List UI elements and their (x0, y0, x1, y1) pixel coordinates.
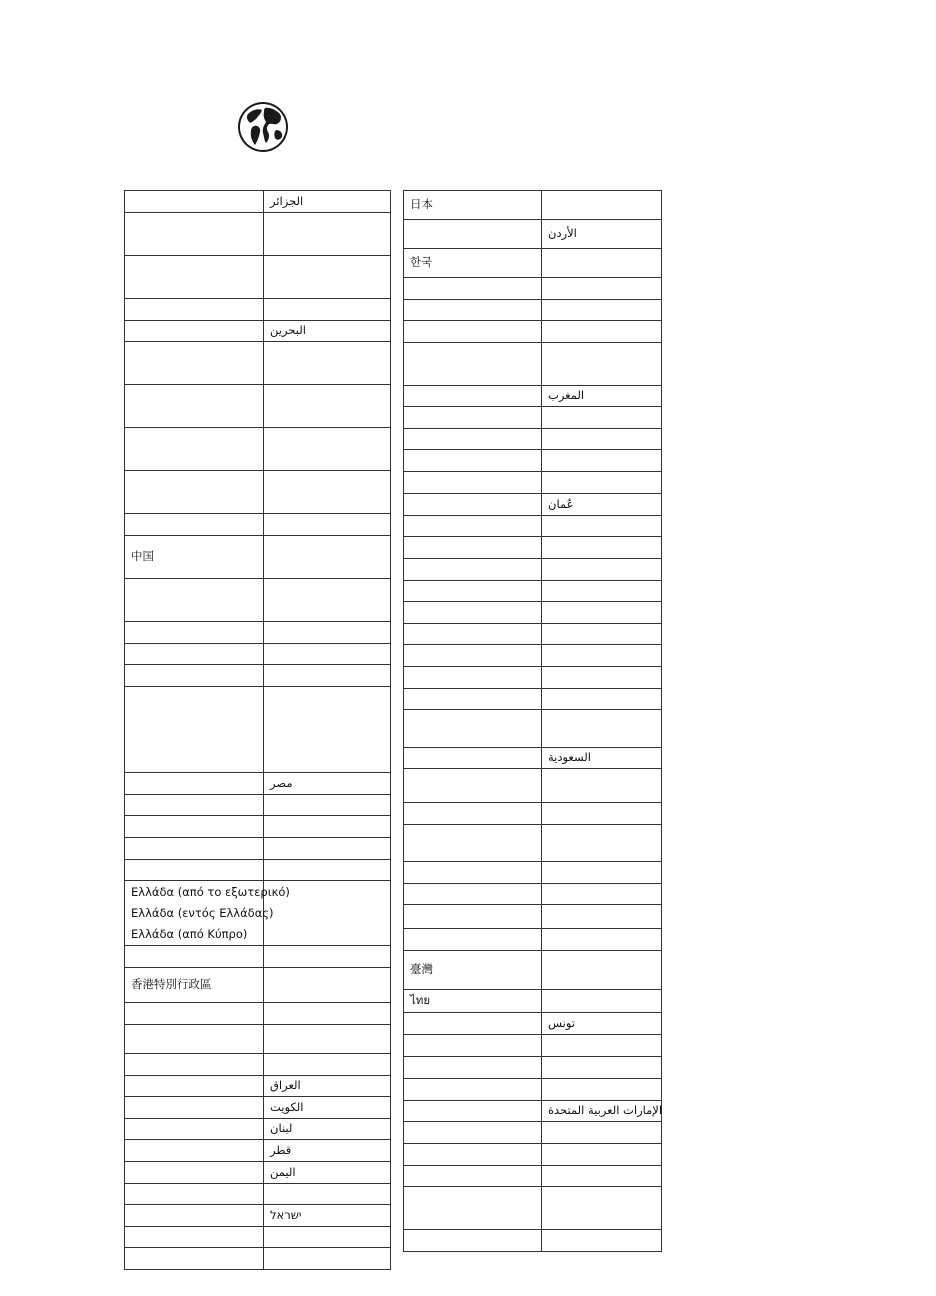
left-table-cell-number (125, 1162, 264, 1184)
country-name: 臺灣 (410, 962, 433, 977)
right-table-row (404, 191, 662, 220)
right-table-cell-local (542, 278, 662, 300)
right-table-row (404, 602, 662, 624)
right-table-row (404, 1035, 662, 1057)
right-table-cell-number (404, 1122, 542, 1144)
right-table-cell-number (404, 1035, 542, 1057)
right-table-cell-local (542, 1144, 662, 1166)
left-table-cell-number (125, 471, 264, 514)
right-table-cell-local (542, 1101, 662, 1122)
right-table-cell-number (404, 450, 542, 472)
right-table-cell-local (542, 1122, 662, 1144)
left-table-cell-number (125, 816, 264, 838)
left-table-cell-number (125, 536, 264, 579)
right-table-row (404, 1122, 662, 1144)
right-table-row (404, 1057, 662, 1079)
left-table-row (125, 1119, 391, 1140)
left-table-cell-number (125, 1076, 264, 1097)
right-table-row (404, 1013, 662, 1035)
right-table-cell-local (542, 862, 662, 884)
right-table-cell-local (542, 667, 662, 689)
left-country-table (124, 190, 391, 1270)
left-table-row (125, 1076, 391, 1097)
right-table-cell-local (542, 769, 662, 803)
right-table-cell-local (542, 249, 662, 278)
right-table-cell-local (542, 748, 662, 769)
left-table-cell-local (264, 773, 391, 795)
right-table-cell-local (542, 1013, 662, 1035)
right-table-cell-local (542, 990, 662, 1013)
left-table-cell-number (125, 1025, 264, 1054)
right-table-cell-number (404, 429, 542, 450)
right-table-cell-number (404, 748, 542, 769)
left-table-cell-local (264, 321, 391, 342)
right-table-row (404, 884, 662, 905)
right-table-row (404, 581, 662, 602)
left-table-cell-local (264, 1162, 391, 1184)
left-table-cell-local (264, 1097, 391, 1119)
right-table-cell-local (542, 884, 662, 905)
right-table-cell-number (404, 559, 542, 581)
left-table-row (125, 881, 391, 946)
right-table-row (404, 769, 662, 803)
right-table-row (404, 951, 662, 990)
left-table-row (125, 1025, 391, 1054)
country-name-local: قطر (270, 1142, 292, 1157)
left-table-cell-local (264, 1025, 391, 1054)
right-table-row (404, 429, 662, 450)
left-table-cell-number (125, 665, 264, 687)
country-name-line: Ελλάδα (από Κύπρο) (131, 926, 248, 941)
left-table-row (125, 1140, 391, 1162)
left-table-row (125, 860, 391, 881)
right-table-cell-number (404, 494, 542, 516)
right-table-row (404, 862, 662, 884)
right-table-cell-number (404, 386, 542, 407)
right-table-cell-local (542, 1079, 662, 1101)
right-table-cell-local (542, 1230, 662, 1252)
right-table-row (404, 450, 662, 472)
left-table-cell-number (125, 385, 264, 428)
left-table-cell-number (125, 838, 264, 860)
left-table-row (125, 816, 391, 838)
left-table-cell-number (125, 1184, 264, 1205)
left-table-row (125, 1097, 391, 1119)
left-table-row (125, 385, 391, 428)
right-table-row (404, 278, 662, 300)
right-table-cell-number (404, 929, 542, 951)
left-table-cell-number (125, 644, 264, 665)
right-table-cell-number (404, 624, 542, 645)
left-table-cell-local (264, 795, 391, 816)
left-table-cell-local (264, 191, 391, 213)
right-table-cell-local (542, 429, 662, 450)
left-table-cell-local (264, 1003, 391, 1025)
left-table-cell-local (264, 687, 391, 773)
right-table-row (404, 1187, 662, 1230)
right-table-row (404, 249, 662, 278)
right-table-row (404, 516, 662, 537)
left-table-cell-local (264, 1140, 391, 1162)
left-table-cell-number (125, 1248, 264, 1270)
country-name-local: لبنان (270, 1121, 293, 1136)
left-table-cell-number (125, 579, 264, 622)
country-name-local: العراق (270, 1078, 301, 1093)
globe-icon (236, 100, 290, 154)
right-table-row (404, 710, 662, 748)
left-table-cell-number (125, 342, 264, 385)
right-table-cell-local (542, 450, 662, 472)
left-table-row (125, 428, 391, 471)
left-table-cell-local (264, 1119, 391, 1140)
left-table-cell-local (264, 471, 391, 514)
right-table-row (404, 748, 662, 769)
country-name: 中国 (131, 549, 154, 564)
left-table-row (125, 1248, 391, 1270)
right-table-cell-number (404, 1057, 542, 1079)
right-table-row (404, 645, 662, 667)
country-name: 日本 (410, 197, 433, 212)
right-table-row (404, 929, 662, 951)
left-table-cell-local (264, 1227, 391, 1248)
country-name-local: البحرين (270, 323, 306, 338)
country-name-local: السعودية (548, 750, 591, 765)
right-table-cell-number (404, 951, 542, 990)
left-table-row (125, 213, 391, 256)
right-table-cell-number (404, 710, 542, 748)
left-table-cell-number (125, 1097, 264, 1119)
right-table-row (404, 624, 662, 645)
right-table-row (404, 407, 662, 429)
right-table-cell-local (542, 1035, 662, 1057)
left-table-cell-number (125, 321, 264, 342)
right-table-cell-local (542, 929, 662, 951)
left-table-row (125, 773, 391, 795)
left-table-cell-number (125, 795, 264, 816)
left-table-cell-local (264, 946, 391, 968)
right-table-cell-local (542, 343, 662, 386)
left-table-cell-number (125, 256, 264, 299)
right-table-cell-local (542, 803, 662, 825)
right-table-cell-local (542, 689, 662, 710)
left-table-cell-number (125, 881, 290, 946)
right-table-cell-number (404, 884, 542, 905)
left-table-cell-local (264, 816, 391, 838)
country-name-line: Ελλάδα (εντός Ελλάδας) (131, 905, 274, 920)
left-table-row (125, 1205, 391, 1227)
country-name-local: ישראל (270, 1207, 302, 1222)
left-table-cell-number (125, 946, 264, 968)
right-table-row (404, 386, 662, 407)
left-table-cell-local (264, 536, 391, 579)
right-table-cell-local (542, 951, 662, 990)
right-table-cell-local (542, 537, 662, 559)
country-name-local: عُمان (548, 496, 574, 511)
right-table-cell-local (542, 1057, 662, 1079)
left-table-cell-number (125, 773, 264, 795)
left-table-row (125, 687, 391, 773)
left-table-row (125, 644, 391, 665)
left-table-cell-number (125, 299, 264, 321)
right-table-cell-local (542, 516, 662, 537)
left-table-cell-local (264, 1054, 391, 1076)
left-table-cell-number (125, 687, 264, 773)
right-table-row (404, 343, 662, 386)
right-table-cell-local (542, 905, 662, 929)
right-table-row (404, 220, 662, 249)
left-table-row (125, 1054, 391, 1076)
right-table-cell-number (404, 249, 542, 278)
country-name-local: الأردن (548, 226, 577, 241)
right-table-cell-local (542, 494, 662, 516)
right-table-cell-number (404, 645, 542, 667)
country-name: 한국 (410, 255, 433, 270)
country-name-local: المغرب (548, 388, 585, 403)
right-table-cell-number (404, 343, 542, 386)
right-table-cell-local (542, 321, 662, 343)
left-table-row (125, 1003, 391, 1025)
left-table-row (125, 299, 391, 321)
left-table-cell-local (264, 622, 391, 644)
country-name-local: الجزائر (270, 193, 304, 208)
right-table-cell-number (404, 825, 542, 862)
left-table-row (125, 838, 391, 860)
left-table-row (125, 795, 391, 816)
left-table-row (125, 471, 391, 514)
left-table-row (125, 622, 391, 644)
right-table-row (404, 905, 662, 929)
left-table-cell-number (125, 1140, 264, 1162)
right-table-cell-local (542, 624, 662, 645)
right-table-cell-number (404, 537, 542, 559)
country-name: 香港特別行政區 (131, 977, 212, 992)
right-table-cell-local (542, 645, 662, 667)
right-table-row (404, 990, 662, 1013)
right-table-cell-local (542, 191, 662, 220)
left-table-cell-local (264, 299, 391, 321)
right-table-cell-local (542, 602, 662, 624)
right-table-cell-number (404, 667, 542, 689)
left-table-row (125, 579, 391, 622)
left-table-row (125, 342, 391, 385)
right-table-cell-local (542, 220, 662, 249)
right-table-row (404, 1144, 662, 1166)
left-table-cell-number (125, 1205, 264, 1227)
right-table-cell-number (404, 803, 542, 825)
right-table-cell-number (404, 1166, 542, 1187)
right-table-row (404, 689, 662, 710)
right-table-cell-number (404, 472, 542, 494)
right-table-row (404, 472, 662, 494)
right-table-row (404, 825, 662, 862)
left-table-cell-number (125, 622, 264, 644)
right-table-cell-number (404, 300, 542, 321)
right-table-row (404, 803, 662, 825)
left-table-cell-number (125, 1054, 264, 1076)
right-table-cell-local (542, 1187, 662, 1230)
country-name-local: الكويت (270, 1099, 304, 1114)
right-table-row (404, 559, 662, 581)
left-table-cell-local (264, 1248, 391, 1270)
left-table-cell-number (125, 1227, 264, 1248)
left-table-cell-local (264, 1076, 391, 1097)
right-table-cell-local (542, 386, 662, 407)
left-table-cell-number (125, 1119, 264, 1140)
left-table-row (125, 1184, 391, 1205)
left-table-cell-local (264, 342, 391, 385)
left-table-cell-local (264, 579, 391, 622)
left-table-row (125, 536, 391, 579)
right-table-row (404, 1230, 662, 1252)
left-table-cell-number (125, 213, 264, 256)
right-table-cell-number (404, 220, 542, 249)
left-table-cell-local (264, 385, 391, 428)
left-table-cell-number (125, 1003, 264, 1025)
right-table-cell-local (542, 581, 662, 602)
country-name-local: الإمارات العربية المتحدة (548, 1103, 663, 1118)
left-table-cell-local (264, 428, 391, 471)
right-table-cell-number (404, 278, 542, 300)
right-table-cell-local (542, 825, 662, 862)
right-table-cell-number (404, 1101, 542, 1122)
right-table-row (404, 321, 662, 343)
right-table-cell-number (404, 1230, 542, 1252)
right-table-cell-number (404, 905, 542, 929)
left-table-cell-local (264, 968, 391, 1003)
right-table-cell-number (404, 602, 542, 624)
right-table-cell-number (404, 321, 542, 343)
country-name-line: Ελλάδα (από το εξωτερικό) (131, 884, 290, 899)
right-table-cell-number (404, 191, 542, 220)
right-table-row (404, 537, 662, 559)
right-table-cell-number (404, 1079, 542, 1101)
country-name-local: اليمن (270, 1164, 296, 1179)
country-name-local: تونس (548, 1015, 576, 1030)
left-table-row (125, 665, 391, 687)
right-table-cell-local (542, 1166, 662, 1187)
right-table-row (404, 1101, 662, 1122)
left-table-cell-local (264, 665, 391, 687)
country-name-local: مصر (270, 775, 293, 790)
right-table-cell-local (542, 300, 662, 321)
right-table-cell-local (542, 407, 662, 429)
left-table-row (125, 191, 391, 213)
right-table-cell-number (404, 990, 542, 1013)
right-country-table (403, 190, 662, 1252)
left-table-cell-local (264, 213, 391, 256)
left-table-row (125, 514, 391, 536)
right-table-row (404, 300, 662, 321)
right-table-cell-local (542, 472, 662, 494)
left-table-cell-local (264, 256, 391, 299)
left-table-row (125, 1227, 391, 1248)
right-table-cell-number (404, 862, 542, 884)
right-table-cell-number (404, 689, 542, 710)
left-table-cell-local (264, 1205, 391, 1227)
left-table-cell-number (125, 191, 264, 213)
left-table-row (125, 1162, 391, 1184)
right-table-cell-number (404, 1187, 542, 1230)
right-table-cell-number (404, 769, 542, 803)
right-table-cell-local (542, 559, 662, 581)
right-table-row (404, 1079, 662, 1101)
left-table-row (125, 321, 391, 342)
left-table-cell-local (264, 860, 391, 881)
right-table-cell-local (542, 710, 662, 748)
right-table-row (404, 494, 662, 516)
left-table-row (125, 946, 391, 968)
left-table-cell-number (125, 860, 264, 881)
right-table-row (404, 667, 662, 689)
left-table-cell-local (264, 1184, 391, 1205)
right-table-cell-number (404, 516, 542, 537)
left-table-cell-local (264, 514, 391, 536)
right-table-row (404, 1166, 662, 1187)
right-table-cell-number (404, 581, 542, 602)
right-table-cell-number (404, 1013, 542, 1035)
left-table-cell-number (125, 514, 264, 536)
left-table-row (125, 968, 391, 1003)
left-table-cell-number (125, 428, 264, 471)
left-table-cell-local (264, 644, 391, 665)
country-name: ไทย (410, 993, 431, 1008)
right-table-cell-number (404, 407, 542, 429)
left-table-row (125, 256, 391, 299)
left-table-cell-local (264, 838, 391, 860)
right-table-cell-number (404, 1144, 542, 1166)
left-table-cell-number (125, 968, 264, 1003)
